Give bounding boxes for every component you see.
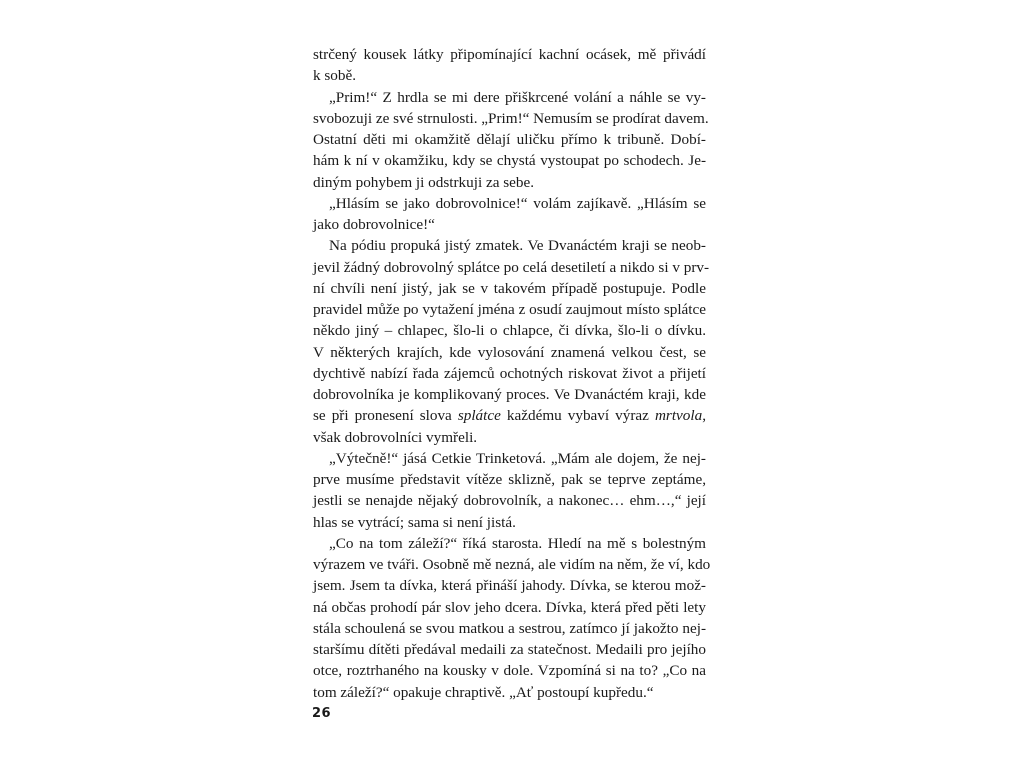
body-text <box>313 44 711 703</box>
italic-word: mrtvola <box>654 407 703 425</box>
page-number: 26 <box>312 706 332 721</box>
text-line: hlas se vytrácí; sama si není jistá. <box>313 513 516 531</box>
text-line: však dobrovolníci vymřeli. <box>313 428 478 446</box>
text-line: výrazem ve tváři. Osobně mě nezná, ale vidím na něm, že ví, kdo <box>313 556 711 573</box>
line-segment: se při pronesení slova <box>313 407 458 425</box>
text-line: Na pódiu propuká jistý zmatek. Ve Dvanáctém kraji se neob- <box>329 237 706 255</box>
text-line-with-italics <box>313 405 706 426</box>
text-line: prve musíme představit vítěze sklizně, pak se teprve zeptáme, <box>313 471 706 488</box>
text-line: Ostatní děti mi okamžitě dělají uličku přímo k tribuně. Dobí- <box>313 131 706 148</box>
text-line: tom záleží?“ opakuje chraptivě. „Ať postoupí kupředu.“ <box>313 683 654 701</box>
text-line: k sobě. <box>313 67 357 85</box>
text-line: jestli se nenajde nějaký dobrovolník, a nakonec… ehm…,“ její <box>313 492 706 510</box>
text-line: V některých krajích, kde vylosování znamená velkou čest, se <box>313 343 706 361</box>
text-line: otce, roztrhaného na kousky v dole. Vzpomíná si na to? „Co na <box>313 662 706 680</box>
text-line: strčený kousek látky připomínající kachní ocásek, mě přivádí <box>313 46 706 63</box>
text-line: stála schoulená se svou matkou a sestrou, zatímco jí jakožto nej- <box>313 619 706 637</box>
text-line: jevil žádný dobrovolný splátce po celá desetiletí a nikdo si v prv- <box>313 258 710 276</box>
text-line: někdo jiný – chlapec, šlo-li o chlapce, či dívka, šlo-li o dívku. <box>313 322 706 340</box>
text-line: staršímu dítěti předával medaili za statečnost. Medaili pro jejího <box>313 641 706 658</box>
text-line: dychtivě nabízí řada zájemců ochotných riskovat život a přijetí <box>313 364 706 382</box>
text-line: svobozuji ze své strnulosti. „Prim!“ Nemusím se prodírat davem. <box>313 109 709 127</box>
line-segment: každému vybaví výraz <box>500 407 655 425</box>
text-line: ní chvíli není jistý, jak se v takovém případě postupuje. Podle <box>313 279 706 297</box>
text-line: „Hlásím se jako dobrovolnice!“ volám zajíkavě. „Hlásím se <box>329 194 706 212</box>
text-line: „Prim!“ Z hrdla se mi dere přiškrcené volání a náhle se vy- <box>329 88 706 106</box>
text-line: pravidel může po vytažení jména z osudí zaujmout místo splátce <box>313 301 706 318</box>
text-line: „Výtečně!“ jásá Cetkie Trinketová. „Mám ale dojem, že nej- <box>329 449 706 467</box>
line-segment: , <box>702 407 706 425</box>
text-line: hám k ní v okamžiku, kdy se chystá vystoupat po schodech. Je- <box>313 152 706 170</box>
text-line: jsem. Jsem ta dívka, která přináší jahody. Dívka, se kterou mož- <box>313 577 706 595</box>
text-line: dobrovolníka je komplikovaný proces. Ve Dvanáctém kraji, kde <box>313 386 706 403</box>
text-line: ná občas prohodí pár slov jeho dcera. Dívka, která před pěti lety <box>313 598 706 616</box>
text-line: „Co na tom záleží?“ říká starosta. Hledí na mě s bolestným <box>329 534 706 552</box>
text-line: diným pohybem ji odstrkuji za sebe. <box>313 173 535 191</box>
text-line: jako dobrovolnice!“ <box>313 216 435 233</box>
italic-word: splátce <box>457 407 501 425</box>
